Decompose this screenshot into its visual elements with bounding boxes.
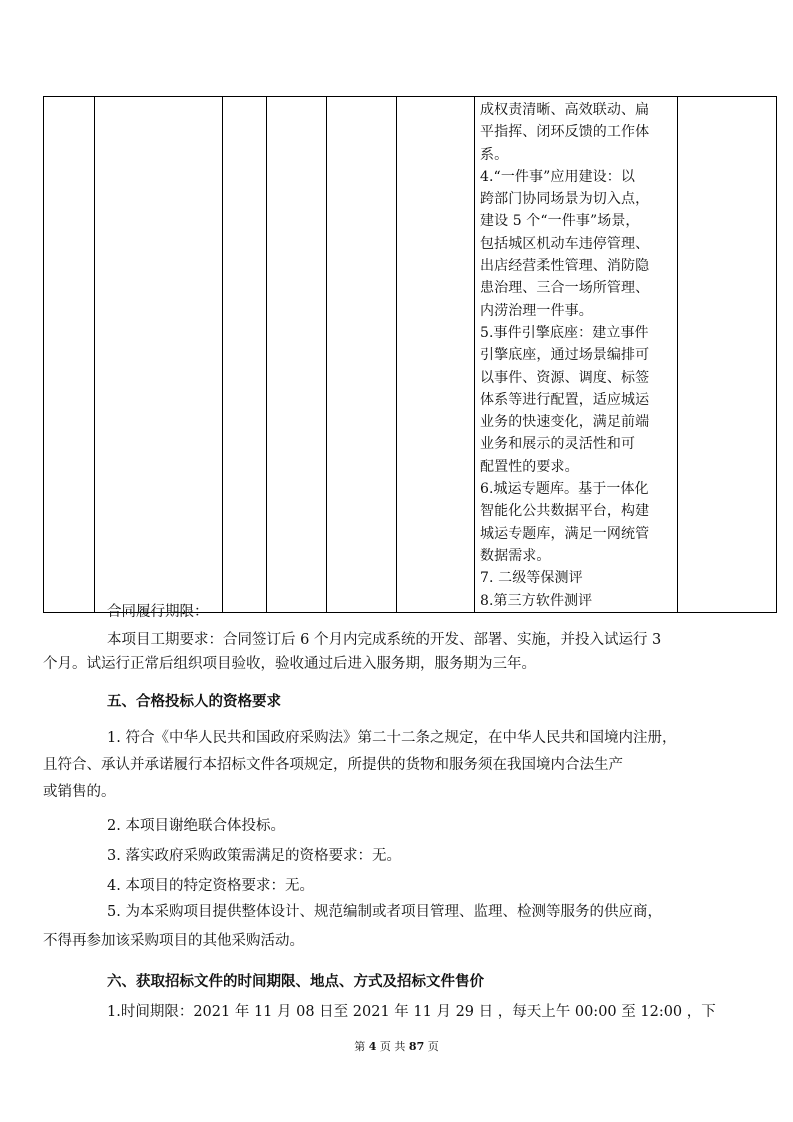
current-page-number: 4 — [368, 1040, 377, 1053]
table-cell — [223, 97, 267, 613]
cell-line: 出店经营柔性管理、消防隐 — [480, 258, 650, 275]
cell-line: 体系等进行配置，适应城运 — [480, 391, 650, 408]
cell-line: 8.第三方软件测评 — [480, 592, 593, 609]
qualification-item-4: 4. 本项目的特定资格要求：无。 — [107, 878, 314, 894]
cell-line: 业务和展示的灵活性和可 — [480, 436, 636, 453]
qualification-item-1-line3: 或销售的。 — [43, 784, 116, 800]
table-row — [44, 97, 777, 613]
cell-line: 包括城区机动车违停管理、 — [480, 235, 650, 252]
qualification-item-2: 2. 本项目谢绝联合体投标。 — [107, 818, 285, 834]
cell-line: 数据需求。 — [480, 547, 551, 564]
cell-line: 建设 5 个“一件事”场景， — [480, 213, 640, 230]
cell-line: 平指挥、闭环反馈的工作体 — [480, 124, 650, 141]
table-cell — [327, 97, 397, 613]
cell-line: 业务的快速变化，满足前端 — [480, 414, 650, 431]
qualification-item-1-line1: 1. 符合《中华人民共和国政府采购法》第二十二条之规定，在中华人民共和国境内注册， — [107, 730, 677, 746]
cell-line: 6.城运专题库。基于一体化 — [480, 481, 649, 498]
cell-line: 引擎底座，通过场景编排可 — [480, 347, 650, 364]
cell-line: 患治理、三合一场所管理、 — [480, 280, 650, 297]
qualification-item-3: 3. 落实政府采购政策需满足的资格要求：无。 — [107, 848, 401, 864]
table-cell-content — [475, 97, 678, 613]
table-cell — [397, 97, 475, 613]
table-cell — [44, 97, 95, 613]
cell-line: 智能化公共数据平台，构建 — [480, 503, 650, 520]
contract-period-text-line1: 本项目工期要求：合同签订后 6 个月内完成系统的开发、部署、实施，并投入试运行 3 — [107, 632, 662, 648]
cell-line: 跨部门协同场景为切入点， — [480, 191, 650, 208]
cell-line: 5.事件引擎底座：建立事件 — [480, 324, 649, 341]
footer-middle: 页 共 — [379, 1040, 406, 1053]
page-footer — [0, 1040, 793, 1054]
cell-line: 系。 — [480, 146, 509, 163]
tender-time-period-line: 1.时间期限：2021 年 11 月 08 日至 2021 年 11 月 29 日 ，每天上午 00:00 至 12:00 ，下 — [107, 1004, 716, 1020]
requirements-table-continued — [43, 96, 777, 613]
cell-line: 内涝治理一件事。 — [480, 302, 593, 319]
qualification-item-5-line1: 5. 为本采购项目提供整体设计、规范编制或者项目管理、监理、检测等服务的供应商， — [107, 904, 662, 920]
contract-period-text-line2: 个月。试运行正常后组织项目验收，验收通过后进入服务期，服务期为三年。 — [43, 656, 536, 672]
contract-period-heading: 合同履行期限： — [107, 604, 209, 620]
table-cell — [678, 97, 777, 613]
cell-line: 城运专题库，满足一网统管 — [480, 525, 650, 542]
cell-line: 4.“一件事”应用建设：以 — [480, 168, 635, 185]
qualification-item-1-line2: 且符合、承认并承诺履行本招标文件各项规定，所提供的货物和服务须在我国境内合法生产 — [43, 757, 623, 773]
cell-line: 成权责清晰、高效联动、扁 — [480, 102, 650, 118]
section-five-heading: 五、合格投标人的资格要求 — [107, 693, 281, 710]
table-cell — [95, 97, 223, 613]
total-page-count: 87 — [408, 1040, 425, 1053]
cell-line: 配置性的要求。 — [480, 458, 579, 475]
footer-suffix: 页 — [427, 1040, 439, 1053]
section-six-heading: 六、获取招标文件的时间期限、地点、方式及招标文件售价 — [107, 973, 484, 990]
table-cell — [267, 97, 327, 613]
footer-prefix: 第 — [354, 1040, 366, 1053]
qualification-item-5-line2: 不得再参加该采购项目的其他采购活动。 — [43, 933, 304, 949]
cell-line: 7. 二级等保测评 — [480, 570, 583, 587]
cell-line: 以事件、资源、调度、标签 — [480, 369, 650, 386]
